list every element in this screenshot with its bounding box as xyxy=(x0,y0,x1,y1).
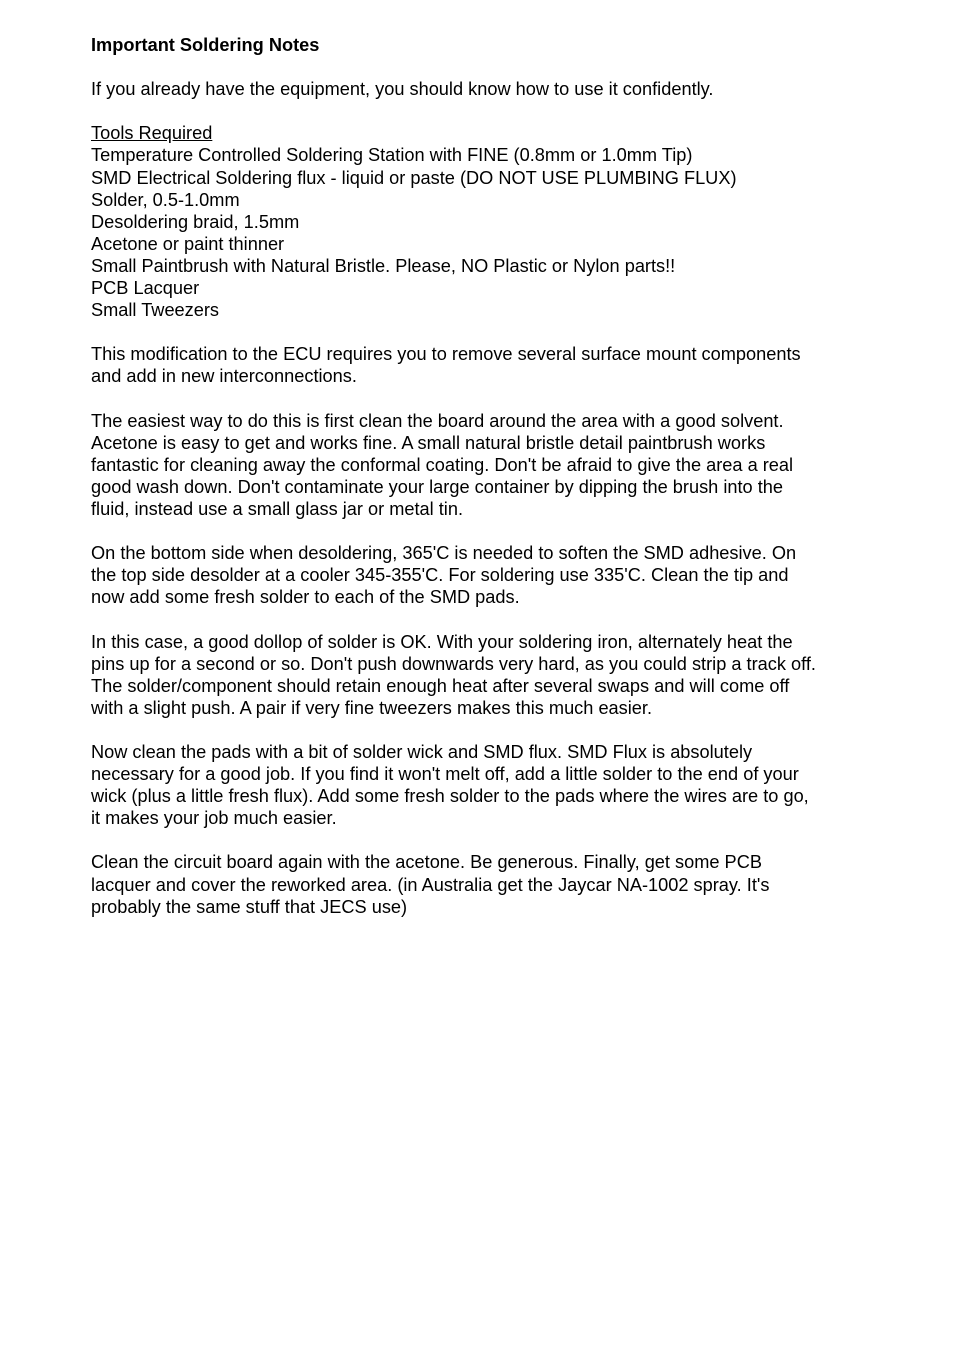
paragraph-line: Acetone is easy to get and works fine. A small natural bristle detail paintbrush works xyxy=(91,432,766,453)
tool-item: Small Tweezers xyxy=(91,300,220,321)
document-page xyxy=(91,34,871,918)
body-paragraph-cleaning xyxy=(91,410,871,520)
paragraph-line: pins up for a second or so. Don't push downwards very hard, as you could strip a track off. xyxy=(91,653,816,674)
tool-item: Small Paintbrush with Natural Bristle. Please, NO Plastic or Nylon parts!! xyxy=(91,255,676,276)
paragraph-line: wick (plus a little fresh flux). Add some fresh solder to the pads where the wires are to go, xyxy=(91,786,809,807)
paragraph-line: fantastic for cleaning away the conformal coating. Don't be afraid to give the area a real xyxy=(91,454,794,475)
tool-item: Desoldering braid, 1.5mm xyxy=(91,211,300,232)
body-paragraph-lacquer xyxy=(91,851,871,917)
tools-list xyxy=(91,144,871,321)
paragraph-line: The solder/component should retain enough heat after several swaps and will come off xyxy=(91,675,790,696)
paragraph-line: probably the same stuff that JECS use) xyxy=(91,896,408,917)
paragraph-line: good wash down. Don't contaminate your large container by dipping the brush into the xyxy=(91,476,784,497)
spacer xyxy=(91,56,871,78)
paragraph-line: Now clean the pads with a bit of solder wick and SMD flux. SMD Flux is absolutely xyxy=(91,742,753,762)
paragraph-line: The easiest way to do this is first clean the board around the area with a good solvent. xyxy=(91,410,784,431)
paragraph-line: Clean the circuit board again with the acetone. Be generous. Finally, get some PCB xyxy=(91,852,762,873)
paragraph-line: On the bottom side when desoldering, 365'C is needed to soften the SMD adhesive. On xyxy=(91,543,797,564)
paragraph-line: it makes your job much easier. xyxy=(91,808,337,829)
paragraph-line: necessary for a good job. If you find it won't melt off, add a little solder to the end of your xyxy=(91,764,799,785)
tool-item: Temperature Controlled Soldering Station with FINE (0.8mm or 1.0mm Tip) xyxy=(91,145,693,166)
spacer xyxy=(91,608,871,630)
document-title: Important Soldering Notes xyxy=(91,35,320,55)
paragraph-line: lacquer and cover the reworked area. (in Australia get the Jaycar NA-1002 spray. It's xyxy=(91,874,770,895)
intro-paragraph: If you already have the equipment, you should know how to use it confidently. xyxy=(91,79,714,100)
tools-heading: Tools Required xyxy=(91,123,213,144)
body-paragraph-ecu-modification xyxy=(91,343,871,387)
spacer xyxy=(91,829,871,851)
tool-item: Solder, 0.5-1.0mm xyxy=(91,189,240,210)
paragraph-line: This modification to the ECU requires you to remove several surface mount components xyxy=(91,344,801,365)
spacer xyxy=(91,388,871,410)
paragraph-line: and add in new interconnections. xyxy=(91,366,357,387)
paragraph-line: In this case, a good dollop of solder is OK. With your soldering iron, alternately heat the xyxy=(91,631,793,652)
paragraph-line: the top side desolder at a cooler 345-355'C. For soldering use 335'C. Clean the tip and xyxy=(91,565,789,586)
paragraph-line: with a slight push. A pair if very fine tweezers makes this much easier. xyxy=(91,697,653,718)
spacer xyxy=(91,719,871,741)
tool-item: PCB Lacquer xyxy=(91,278,200,299)
spacer xyxy=(91,321,871,343)
spacer xyxy=(91,520,871,542)
tool-item: SMD Electrical Soldering flux - liquid or paste (DO NOT USE PLUMBING FLUX) xyxy=(91,167,737,188)
paragraph-line: fluid, instead use a small glass jar or metal tin. xyxy=(91,498,464,519)
body-paragraph-temperatures xyxy=(91,542,871,608)
body-paragraph-removal xyxy=(91,631,871,719)
spacer xyxy=(91,100,871,122)
tool-item: Acetone or paint thinner xyxy=(91,233,285,254)
paragraph-line: now add some fresh solder to each of the SMD pads. xyxy=(91,587,520,608)
body-paragraph-pad-cleaning xyxy=(91,741,871,829)
